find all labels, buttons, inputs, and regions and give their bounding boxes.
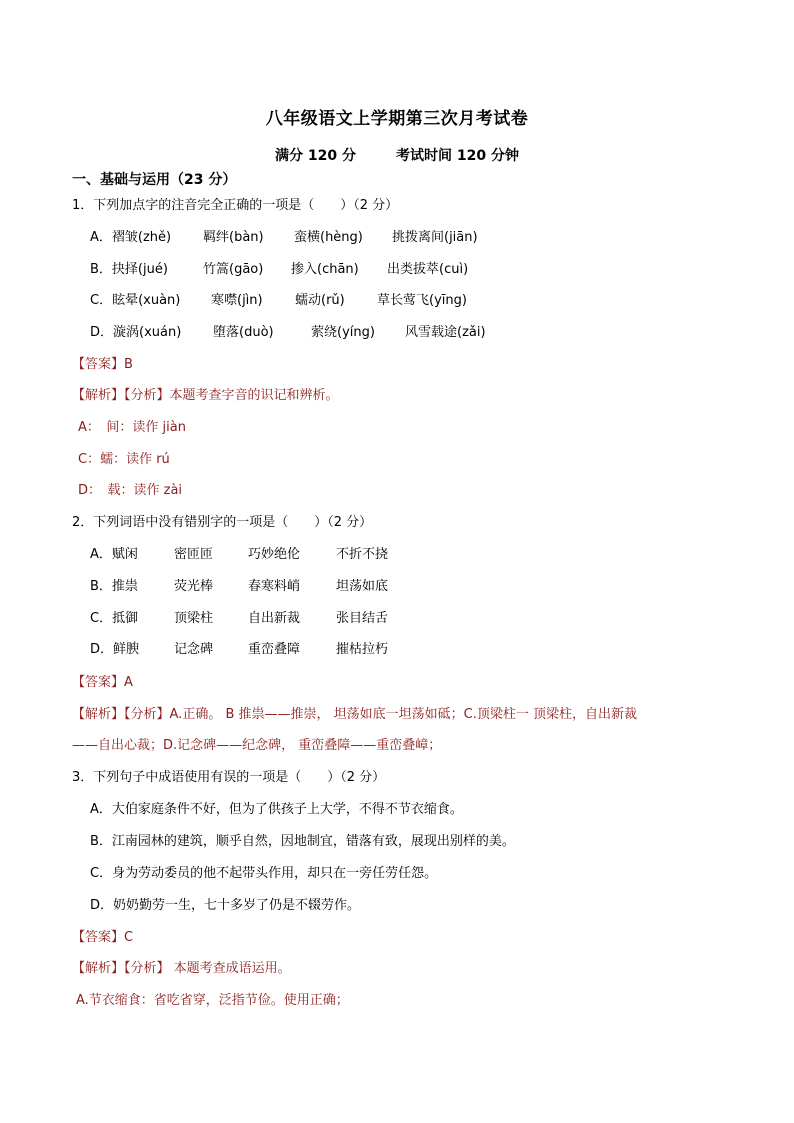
question-3-option-c: C．身为劳动委员的他不起带头作用，却只在一旁任劳任怨。 — [90, 866, 438, 881]
question-3-stem: 3．下列句子中成语使用有误的一项是（ ）（2 分） — [72, 770, 386, 785]
question-3-answer: 【答案】C — [72, 930, 134, 945]
question-1-stem: 1．下列加点字的注音完全正确的一项是（ ）（2 分） — [72, 198, 399, 213]
question-3-analysis: 【解析】【分析】 本题考查成语运用。 — [72, 961, 291, 976]
exam-time: 考试时间 120 分钟 — [396, 148, 519, 164]
question-2-analysis: 【解析】【分析】A.正确。 B 推祟——推崇， 坦荡如底一坦荡如砥；C.顶梁柱一 顶梁柱，自出新裁 — [72, 707, 637, 722]
question-2-option-c: C．抵御 顶梁柱 自出新裁 张目结舌 — [90, 611, 389, 626]
page-title: 八年级语文上学期第三次月考试卷 — [265, 109, 529, 129]
question-1-option-b: B．抉择(jué) 竹篙(gāo) 掺入(chān) 出类拔萃(cuì) — [90, 262, 469, 277]
question-1-option-d: D．漩涡(xuán) 堕落(duò) 萦绕(yíng) 风雪载途(zǎi) — [90, 325, 486, 340]
question-3-note-a: A.节衣缩食：省吃省穿，泛指节俭。使用正确； — [76, 993, 349, 1008]
question-2-analysis-continued: ——自出心裁；D.记念碑——纪念碑， 重峦叠障——重峦叠嶂； — [72, 738, 442, 753]
question-2-option-a: A．赋闲 密匝匝 巧妙绝伦 不折不挠 — [90, 547, 389, 562]
question-1-note-c: C：蠕：读作 rú — [78, 452, 170, 467]
question-1-answer: 【答案】B — [72, 357, 133, 372]
question-1-option-c: C．眩晕(xuàn) 寒噤(jìn) 蠕动(rǔ) 草长莺飞(yīng) — [90, 293, 467, 308]
full-score: 满分 120 分 — [275, 148, 356, 164]
question-1-option-a: A．褶皱(zhě) 羁绊(bàn) 蛮横(hèng) 挑拨离间(jiān) — [90, 230, 478, 245]
question-1-note-d: D： 载：读作 zài — [78, 483, 183, 498]
section-heading: 一、基础与运用（23 分） — [72, 172, 237, 188]
question-2-option-d: D．鲜腴 记念碑 重峦叠障 摧枯拉朽 — [90, 642, 389, 657]
question-3-option-d: D．奶奶勤劳一生，七十多岁了仍是不辍劳作。 — [90, 898, 361, 913]
exam-info — [0, 145, 794, 165]
question-2-option-b: B．推祟 荧光棒 春寒料峭 坦荡如底 — [90, 579, 389, 594]
question-1-analysis: 【解析】【分析】本题考查字音的识记和辨析。 — [72, 388, 339, 403]
question-2-stem: 2．下列词语中没有错别字的一项是（ ）（2 分） — [72, 515, 373, 530]
question-3-option-b: B．江南园林的建筑，顺乎自然，因地制宜，错落有致，展现出别样的美。 — [90, 834, 515, 849]
question-2-answer: 【答案】A — [72, 675, 133, 690]
question-1-note-a: A： 间：读作 jiàn — [78, 420, 186, 435]
question-3-option-a: A．大伯家庭条件不好，但为了供孩子上大学，不得不节衣缩食。 — [90, 802, 463, 817]
